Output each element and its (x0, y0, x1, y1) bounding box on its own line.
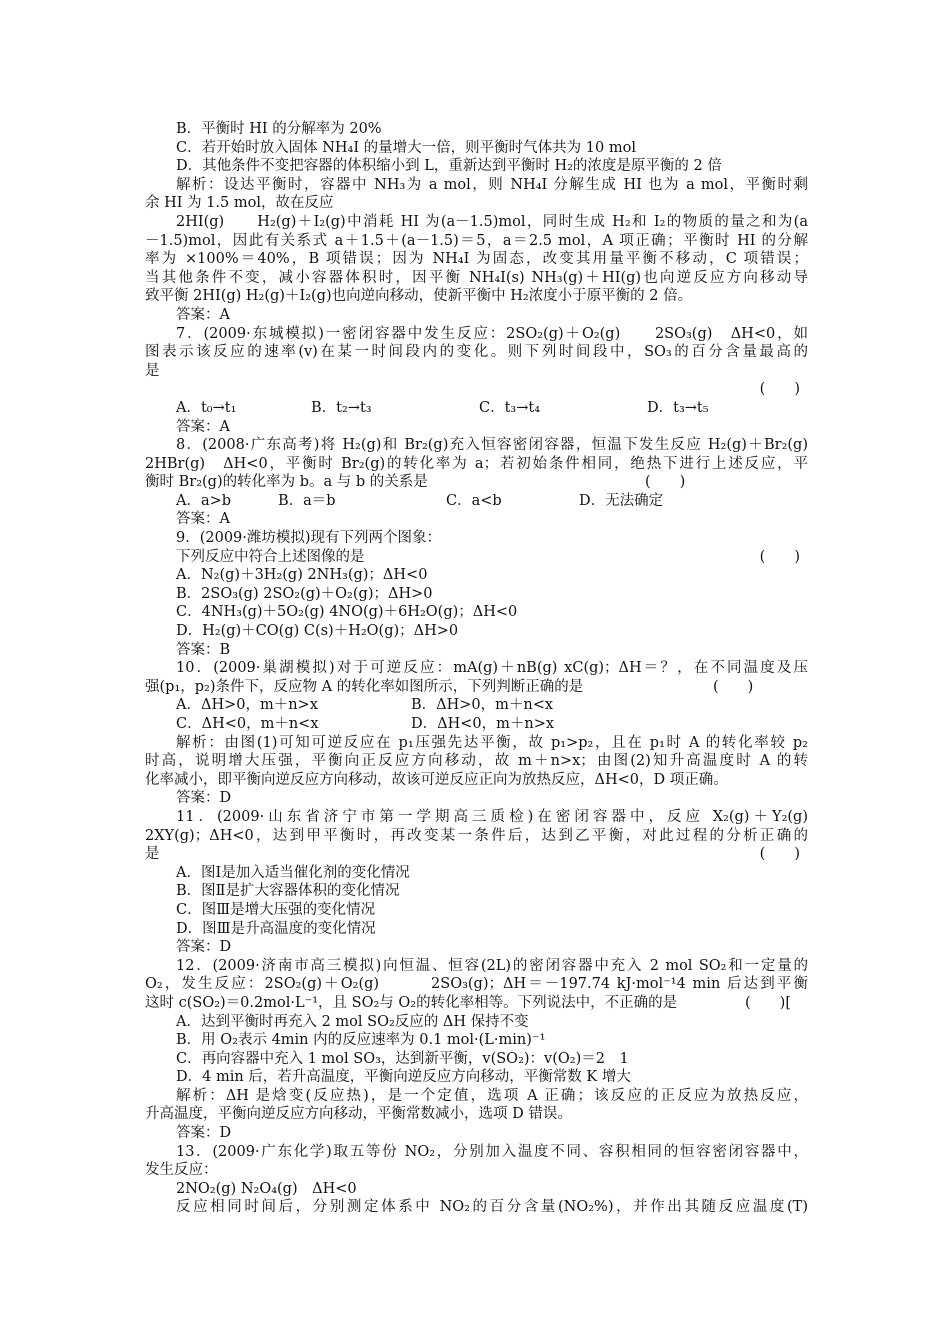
text-line: 率为 ×100%＝40%，B 项错误；因为 NH₄I 为固态，改变其用量平衡不移动，C 项错误； (145, 251, 808, 268)
option-d: D．ΔH<0，m＋n>x (411, 716, 555, 732)
option-a: A．t₀→t₁ (176, 399, 237, 416)
option-line: A．图Ⅰ是加入适当催化剂的变化情况 (176, 864, 410, 881)
question-11-stem: 11．(2009·山东省济宁市第一学期高三质检)在密闭容器中，反应 X₂(g)＋Y₂(g) (176, 808, 808, 825)
option-line: D．其他条件不变把容器的体积缩小到 L，重新达到平衡时 H₂的浓度是原平衡的 2 倍 (176, 158, 722, 175)
text-line (145, 845, 808, 864)
question-text: 这时 c(SO₂)＝0.2mol·L⁻¹，且 SO₂与 O₂的转化率相等。下列说法中，不正确的是 (145, 994, 678, 1011)
option-line: C．再向容器中充入 1 mol SO₃，达到新平衡，v(SO₂)：v(O₂)＝2 1 (176, 1050, 629, 1067)
text-line: 升高温度，平衡向逆反应方向移动，平衡常数减小，选项 D 错误。 (145, 1106, 572, 1123)
option-d: D．无法确定 (579, 492, 664, 509)
answer-bracket: ( ) (759, 846, 800, 863)
text-line: －1.5)mol，因此有关系式 a＋1.5＋(a－1.5)＝5，a＝2.5 mol，A 项正确；平衡时 HI 的分解 (145, 232, 808, 249)
text-line: 2HBr(g) ΔH<0，平衡时 Br₂(g)的转化率为 a；若初始条件相同，绝热下进行上述反应，平 (145, 455, 808, 472)
question-7-stem: 7．(2009·东城模拟)一密闭容器中发生反应：2SO₂(g)＋O₂(g) 2SO₃(g) ΔH<0，如 (176, 325, 808, 342)
option-a: A．ΔH>0，m＋n>x (176, 697, 318, 714)
text-line: 致平衡 2HI(g) H₂(g)＋I₂(g)也向逆向移动，使新平衡中 H₂浓度小于原平衡的 2 倍。 (145, 288, 693, 305)
answer-line: 答案：D (176, 790, 232, 807)
text-line (145, 473, 808, 492)
question-9-stem: 9．(2009·潍坊模拟)现有下列两个图象： (176, 530, 442, 547)
option-line: A．达到平衡时再充入 2 mol SO₂反应的 ΔH 保持不变 (176, 1013, 529, 1030)
text-line: 余 HI 为 1.5 mol，故在反应 (145, 195, 334, 212)
option-c: C．t₃→t₄ (479, 399, 541, 416)
option-line: B．用 O₂表示 4min 内的反应速率为 0.1 mol·(L·min)⁻¹ (176, 1032, 546, 1049)
question-10-stem: 10．(2009·巢湖模拟)对于可逆反应：mA(g)＋nB(g) xC(g)；ΔH＝？，在不同温度及压 (176, 660, 808, 677)
text-line: 时高，说明增大压强，平衡向正反应方向移动，故 m＋n>x；由图(2)知升高温度时 A 的转 (145, 753, 808, 770)
text-line (145, 994, 808, 1013)
answer-line: 答案：D (176, 939, 232, 956)
options-row (145, 492, 808, 511)
analysis-line: 解析：ΔH 是焓变(反应热)，是一个定值，选项 A 正确；该反应的正反应为放热反应， (176, 1087, 808, 1104)
option-line: C．若开始时放入固体 NH₄I 的量增大一倍，则平衡时气体共为 10 mol (176, 139, 636, 156)
text-line: 2XY(g)；ΔH<0，达到甲平衡时，再改变某一条件后，达到乙平衡，对此过程的分析正确的 (145, 827, 808, 844)
options-row (145, 399, 808, 418)
option-b: B．ΔH>0，m＋n<x (411, 697, 554, 714)
text-line (145, 548, 808, 567)
option-b: B．a＝b (278, 492, 336, 509)
document-page (145, 120, 808, 1217)
text-line (145, 678, 808, 697)
answer-bracket: ( ) (759, 381, 800, 398)
answer-line: 答案：B (176, 641, 231, 658)
answer-line: 答案：A (176, 306, 230, 323)
option-b: B．t₂→t₃ (311, 399, 372, 416)
option-line: B．图Ⅱ是扩大容器体积的变化情况 (176, 883, 400, 900)
answer-line: 答案：A (176, 418, 230, 435)
answer-bracket: ( ) (713, 678, 754, 695)
option-c: C．ΔH<0，m＋n<x (176, 716, 319, 732)
text-line: 2HI(g) H₂(g)＋I₂(g)中消耗 HI 为(a－1.5)mol，同时生成 H₂和 I₂的物质的量之和为(a (176, 213, 808, 230)
text-line: 是 (145, 362, 160, 379)
question-13-stem: 13．(2009·广东化学)取五等份 NO₂，分别加入温度不同、容积相同的恒容密闭容器中， (176, 1143, 808, 1160)
text-line: 当其他条件不变，减小容器体积时，因平衡 NH₄I(s) NH₃(g)＋HI(g)也向逆反应方向移动导 (145, 269, 808, 286)
question-text: 强(p₁，p₂)条件下，反应物 A 的转化率如图所示，下列判断正确的是 (145, 678, 584, 695)
answer-bracket: ( ) (645, 474, 686, 491)
option-line: B．2SO₃(g) 2SO₂(g)＋O₂(g)；ΔH>0 (176, 585, 433, 602)
option-c: C．a<b (446, 492, 502, 509)
text-line: 反应相同时间后，分别测定体系中 NO₂的百分含量(NO₂%)，并作出其随反应温度(T) (176, 1199, 808, 1216)
question-text: 下列反应中符合上述图像的是 (176, 548, 365, 565)
answer-bracket-line (145, 380, 808, 399)
text-line: O₂，发生反应：2SO₂(g)＋O₂(g) 2SO₃(g)；ΔH＝－197.74 kJ·mol⁻¹4 min 后达到平衡 (145, 976, 808, 993)
option-line: D．图Ⅲ是升高温度的变化情况 (176, 920, 376, 937)
option-line: C．图Ⅲ是增大压强的变化情况 (176, 901, 376, 918)
option-line: A．N₂(g)＋3H₂(g) 2NH₃(g)；ΔH<0 (176, 567, 428, 584)
answer-line: 答案：A (176, 511, 230, 528)
answer-line: 答案：D (176, 1125, 232, 1142)
options-row (145, 715, 808, 734)
question-8-stem: 8．(2008·广东高考)将 H₂(g)和 Br₂(g)充入恒容密闭容器，恒温下发生反应 H₂(g)＋Br₂(g) (176, 437, 808, 454)
analysis-line: 解析：设达平衡时，容器中 NH₃为 a mol，则 NH₄I 分解生成 HI 也为 a mol，平衡时剩 (176, 176, 808, 193)
equation-line: 2NO₂(g) N₂O₄(g) ΔH<0 (176, 1180, 357, 1197)
analysis-line: 解析：由图(1)可知可逆反应在 p₁压强先达平衡，故 p₁>p₂，且在 p₁时 A 的转化率较 p₂ (176, 734, 808, 751)
option-line: D．4 min 后，若升高温度，平衡向逆反应方向移动，平衡常数 K 增大 (176, 1069, 631, 1086)
options-row (145, 696, 808, 715)
question-text: 衡时 Br₂(g)的转化率为 b。a 与 b 的关系是 (145, 474, 428, 491)
answer-bracket: ( )[ (745, 994, 791, 1011)
option-line: D．H₂(g)＋CO(g) C(s)＋H₂O(g)；ΔH>0 (176, 623, 459, 640)
question-12-stem: 12．(2009·济南市高三模拟)向恒温、恒容(2L)的密闭容器中充入 2 mol SO₂和一定量的 (176, 957, 808, 974)
option-line: C．4NH₃(g)＋5O₂(g) 4NO(g)＋6H₂O(g)；ΔH<0 (176, 604, 518, 621)
text-line: 发生反应： (145, 1162, 218, 1179)
text-line: 图表示该反应的速率(v)在某一时间段内的变化。则下列时间段中，SO₃的百分含量最高的 (145, 344, 808, 361)
option-line: B．平衡时 HI 的分解率为 20% (176, 121, 382, 137)
option-a: A．a>b (176, 492, 232, 509)
text-line: 化率减小，即平衡向逆反应方向移动，故该可逆反应正向为放热反应，ΔH<0，D 项正确。 (145, 771, 728, 788)
question-text: 是 (145, 846, 160, 863)
option-d: D．t₃→t₅ (647, 399, 709, 416)
answer-bracket: ( ) (759, 548, 800, 565)
